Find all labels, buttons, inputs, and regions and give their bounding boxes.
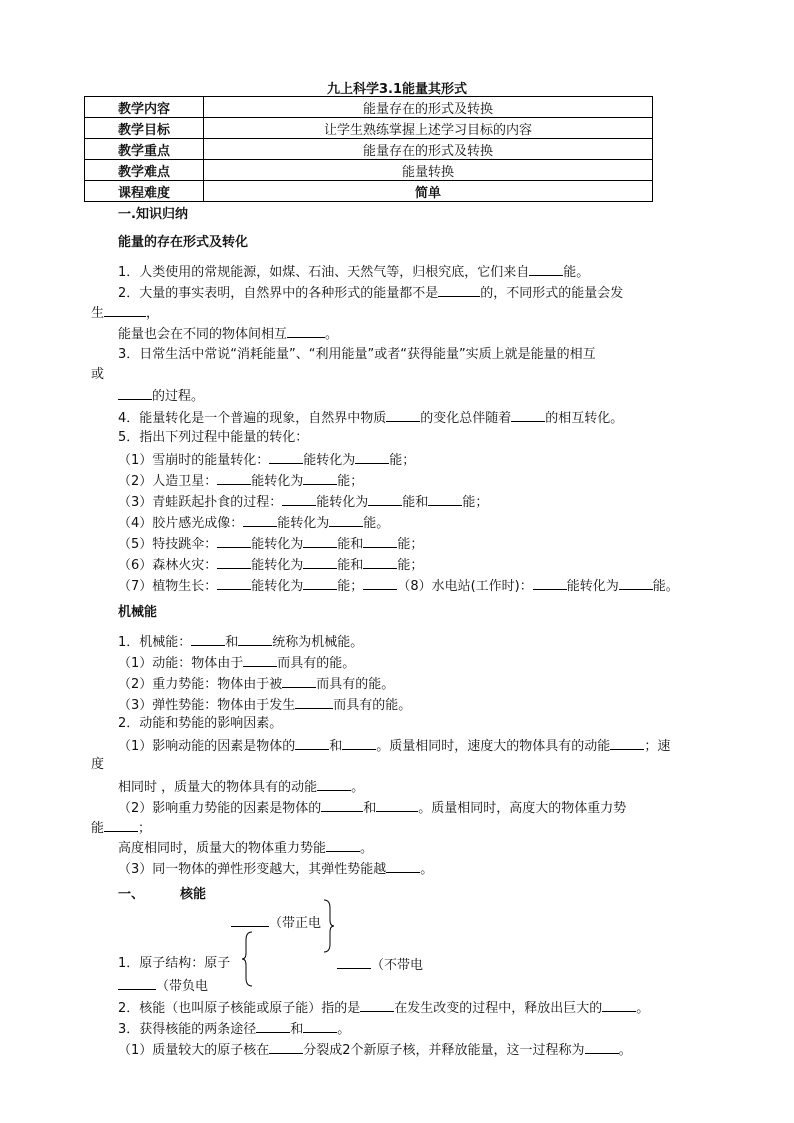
answer-blank[interactable]: [363, 555, 397, 569]
question-3-cont: 的过程。: [118, 386, 204, 406]
lesson-info-table: [84, 96, 653, 202]
answer-blank[interactable]: [619, 576, 653, 590]
table-key: 教学目标: [85, 118, 204, 139]
answer-blank[interactable]: [329, 513, 363, 527]
answer-blank[interactable]: [256, 1019, 290, 1033]
table-row: [85, 97, 653, 118]
sub-question: （3）弹性势能：物体由于发生 而具有的能。: [118, 695, 411, 715]
answer-blank[interactable]: [295, 695, 333, 709]
nuclear-question-2: 2．核能（也叫原子核能或原子能）指的是 在发生改变的过程中，释放出巨大的 。: [118, 998, 649, 1018]
answer-blank[interactable]: [317, 777, 351, 791]
table-key: 教学重点: [85, 139, 204, 160]
answer-blank[interactable]: [238, 632, 272, 646]
answer-blank[interactable]: [295, 736, 329, 750]
nuclear-question-3: 3．获得核能的两条途径 和 。: [118, 1019, 350, 1039]
right-brace-icon: [322, 898, 336, 954]
answer-blank[interactable]: [303, 534, 337, 548]
table-row: [85, 181, 653, 202]
sub-question: （1）动能：物体由于 而具有的能。: [118, 653, 355, 673]
mech-question-2: 2．动能和势能的影响因素。: [118, 716, 283, 731]
table-value: 能量转换: [204, 160, 653, 181]
answer-blank[interactable]: [243, 513, 277, 527]
page-title: 九上科学3.1能量其形式: [326, 82, 468, 97]
sub-question: （2）重力势能：物体由于被 而具有的能。: [118, 674, 394, 694]
answer-blank[interactable]: [355, 450, 389, 464]
atom-structure-label: 1．原子结构：原子: [118, 956, 231, 971]
answer-blank[interactable]: [282, 674, 316, 688]
atom-neutral-part: （不带电: [337, 955, 423, 975]
section-heading: 一.知识归纳: [118, 207, 188, 222]
table-value: 能量存在的形式及转换: [204, 97, 653, 118]
left-brace-icon: [240, 930, 254, 988]
answer-blank[interactable]: [303, 1019, 337, 1033]
sub-question: （1）影响动能的因素是物体的 和 。质量相同时，速度大的物体具有的动能 ；速: [118, 736, 670, 756]
sub-question: （1）雪崩时的能量转化： 能转化为 能；: [118, 450, 415, 470]
answer-blank[interactable]: [602, 998, 636, 1012]
answer-blank[interactable]: [303, 555, 337, 569]
sub-question-cont: 相同时 ，质量大的物体具有的动能 。: [118, 777, 364, 797]
answer-blank[interactable]: [269, 1040, 303, 1054]
question-2-wrap: 生 ，: [91, 303, 159, 323]
answer-blank[interactable]: [269, 450, 303, 464]
answer-blank[interactable]: [231, 913, 269, 927]
table-key: 教学内容: [85, 97, 204, 118]
answer-blank[interactable]: [363, 576, 397, 590]
answer-blank[interactable]: [191, 632, 225, 646]
answer-blank[interactable]: [368, 492, 402, 506]
question-2: 2．大量的事实表明，自然界中的各种形式的能量都不是 的，不同形式的能量会发: [118, 283, 623, 303]
answer-blank[interactable]: [243, 653, 277, 667]
answer-blank[interactable]: [217, 576, 251, 590]
table-key: 教学难点: [85, 160, 204, 181]
answer-blank[interactable]: [303, 471, 337, 485]
question-3-wrap: 或: [91, 367, 105, 382]
answer-blank[interactable]: [104, 303, 146, 317]
answer-blank[interactable]: [342, 736, 376, 750]
answer-blank[interactable]: [321, 798, 363, 812]
answer-blank[interactable]: [363, 534, 397, 548]
answer-blank[interactable]: [217, 471, 251, 485]
sub-question: （2）影响重力势能的因素是物体的 和 。质量相同时，高度大的物体重力势: [118, 798, 626, 818]
answer-blank[interactable]: [282, 492, 316, 506]
atom-positive-part: （带正电: [231, 913, 321, 933]
atom-negative-part: （带负电: [118, 976, 208, 996]
question-2-cont: 能量也会在不同的物体间相互 。: [118, 324, 338, 344]
answer-blank[interactable]: [438, 283, 480, 297]
answer-blank[interactable]: [511, 408, 545, 422]
answer-blank[interactable]: [217, 534, 251, 548]
answer-blank[interactable]: [326, 838, 360, 852]
answer-blank[interactable]: [529, 262, 563, 276]
question-1: 1．人类使用的常规能源，如煤、石油、天然气等，归根究底，它们来自 能。: [118, 262, 589, 282]
table-row: [85, 139, 653, 160]
answer-blank[interactable]: [303, 576, 337, 590]
question-5: 5．指出下列过程中能量的转化：: [118, 430, 309, 445]
answer-blank[interactable]: [610, 736, 644, 750]
subsection-heading: 机械能: [118, 605, 158, 620]
answer-blank[interactable]: [585, 1040, 619, 1054]
answer-blank[interactable]: [104, 818, 138, 832]
sub-question: （4）胶片感光成像： 能转化为 能。: [118, 513, 389, 533]
answer-blank[interactable]: [337, 955, 371, 969]
answer-blank[interactable]: [386, 408, 420, 422]
table-value: 能量存在的形式及转换: [204, 139, 653, 160]
question-3: 3．日常生活中常说“消耗能量”、“利用能量”或者“获得能量”实质上就是能量的相互: [118, 347, 596, 362]
answer-blank[interactable]: [428, 492, 462, 506]
sub-question-wrap: 能 ；: [91, 818, 151, 838]
table-row: [85, 118, 653, 139]
answer-blank[interactable]: [287, 324, 325, 338]
question-4: 4．能量转化是一个普遍的现象，自然界中物质 的变化总伴随着 的相互转化。: [118, 408, 623, 428]
answer-blank[interactable]: [376, 798, 418, 812]
sub-question: （3）青蛙跃起扑食的过程： 能转化为 能和 能；: [118, 492, 488, 512]
sub-question: （6）森林火灾： 能转化为 能和 能；: [118, 555, 423, 575]
sub-question: （7）植物生长： 能转化为 能； （8）水电站(工作时)： 能转化为 能。: [118, 576, 679, 596]
sub-question-wrap: 度: [91, 757, 105, 772]
answer-blank[interactable]: [118, 976, 156, 990]
answer-blank[interactable]: [386, 859, 420, 873]
table-row: [85, 160, 653, 181]
sub-question: （1）质量较大的原子核在 分裂成2个新原子核，并释放能量，这一过程称为 。: [118, 1040, 632, 1060]
table-value: 简单: [204, 181, 653, 202]
answer-blank[interactable]: [360, 998, 394, 1012]
table-value: 让学生熟练掌握上述学习目标的内容: [204, 118, 653, 139]
answer-blank[interactable]: [118, 386, 152, 400]
mech-question-1: 1．机械能： 和 统称为机械能。: [118, 632, 363, 652]
subsection-heading: 能量的存在形式及转化: [118, 235, 249, 250]
sub-question: （2）人造卫星： 能转化为 能；: [118, 471, 363, 491]
table-key: 课程难度: [85, 181, 204, 202]
section-heading: 一、 核能: [118, 887, 207, 902]
answer-blank[interactable]: [533, 576, 567, 590]
sub-question: （3）同一物体的弹性形变越大，其弹性势能越 。: [118, 859, 433, 879]
sub-question-cont: 高度相同时，质量大的物体重力势能 。: [118, 838, 373, 858]
sub-question: （5）特技跳伞： 能转化为 能和 能；: [118, 534, 423, 554]
answer-blank[interactable]: [217, 555, 251, 569]
